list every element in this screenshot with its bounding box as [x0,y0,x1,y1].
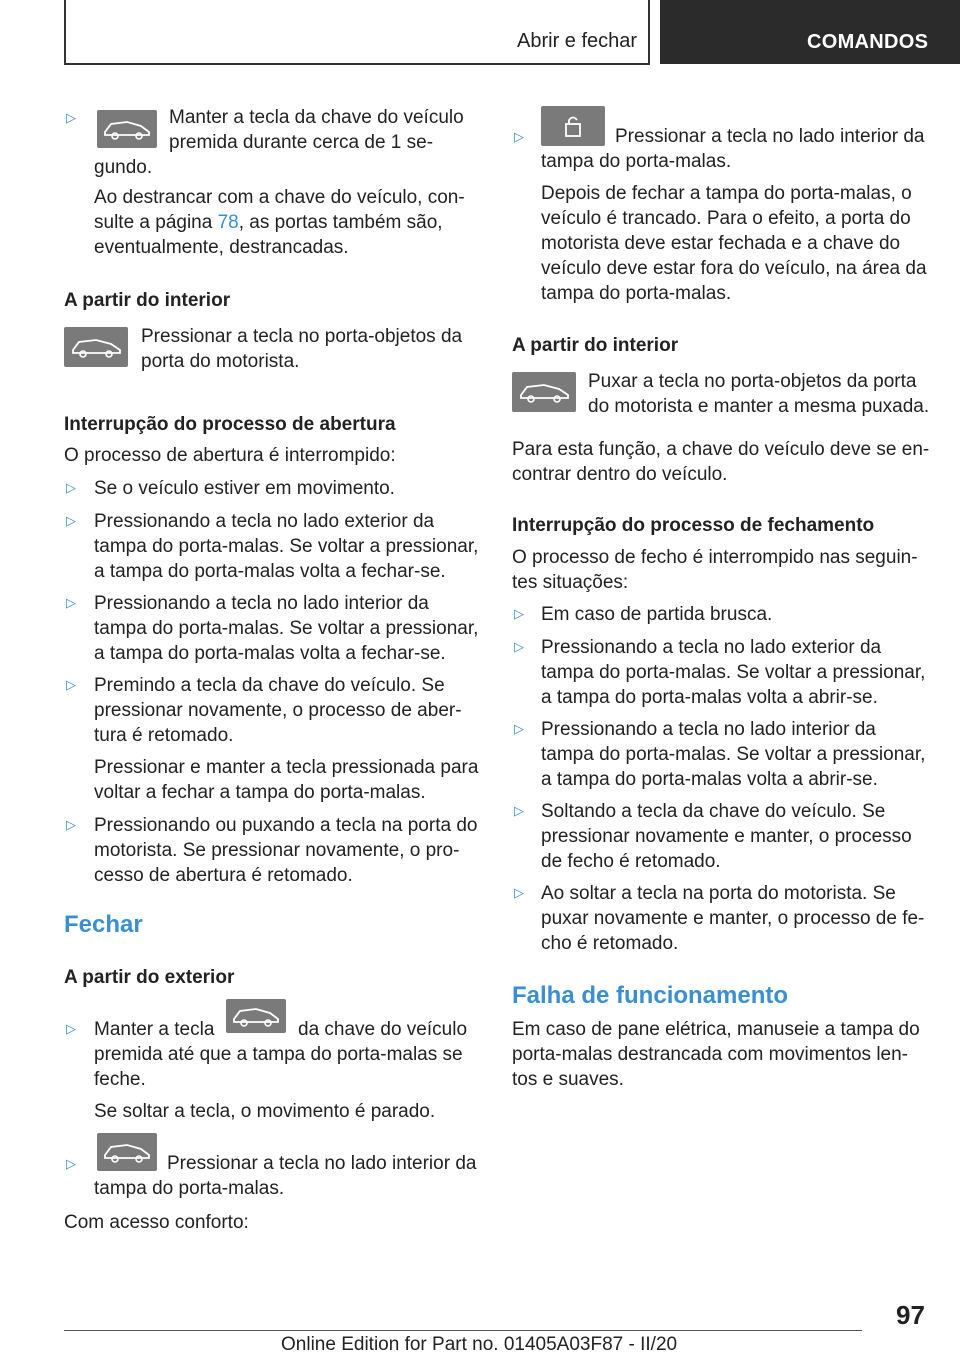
footer-rule [64,1330,862,1331]
section-heading: Falha de funcionamento [512,982,789,1009]
list-item: Pressionando a tecla no lado exterior da [94,511,435,532]
list-item: Pressionar e manter a tecla pressionada para [94,757,479,778]
list-item: cho é retomado. [541,933,679,954]
list-item: tampa do porta-malas. [94,1178,285,1199]
footer-edition: Online Edition for Part no. 01405A03F87 - II/20 [281,1334,678,1355]
text-line: porta do motorista. [141,351,300,372]
text-line: tos e suaves. [512,1069,624,1090]
header-divider [648,0,650,64]
text-line: Manter a tecla da chave do veículo [169,107,464,128]
list-item: feche. [94,1069,146,1090]
triangle-bullet-icon: ▷ [514,885,524,900]
list-item: Premindo a tecla da chave do veículo. Se [94,675,445,696]
list-item: Soltando a tecla da chave do veículo. Se [541,801,886,822]
list-item: a tampa do porta-malas volta a fechar-se. [94,643,446,664]
triangle-bullet-icon: ▷ [514,129,524,144]
triangle-bullet-icon: ▷ [66,1156,76,1171]
subheading: A partir do exterior [64,967,235,988]
list-item: pressionar novamente, o processo de aber‐ [94,700,462,721]
list-item: Ao soltar a tecla na porta do motorista. Se [541,883,896,904]
list-item: tampa do porta-malas. Se voltar a pressionar, [541,744,926,765]
text-line: Com acesso conforto: [64,1212,249,1233]
text-line: eventualmente, destrancadas. [94,237,349,258]
subheading: Interrupção do processo de abertura [64,414,396,435]
list-item: Em caso de partida brusca. [541,604,773,625]
text-line: tes situações: [512,572,629,593]
list-item: a tampa do porta-malas volta a abrir-se. [541,769,878,790]
list-item: Pressionar a tecla no lado interior da [167,1153,477,1174]
triangle-bullet-icon: ▷ [66,513,76,528]
list-item: pressionar novamente e manter, o processo [541,826,912,847]
text-line: tampa do porta-malas. [541,283,732,304]
text-line: veículo é trancado. Para o efeito, a porta do [541,208,911,229]
list-item: motorista. Se pressionar novamente, o pro‐ [94,840,460,861]
page-link[interactable]: 78 [217,212,239,233]
header-bottom-rule [64,63,650,65]
lock-icon [541,106,605,146]
text-line: Para esta função, a chave do veículo deve se en‐ [512,439,930,460]
subheading: Interrupção do processo de fechamento [512,515,875,536]
list-item: Pressionando a tecla no lado interior da [94,593,429,614]
text-fragment: , as portas também são, [238,212,443,233]
car-tailgate-icon [64,327,128,367]
list-item: a tampa do porta-malas volta a abrir-se. [541,687,878,708]
list-item: tampa do porta-malas. Se voltar a pressionar, [94,536,479,557]
car-tailgate-icon [226,999,286,1033]
triangle-bullet-icon: ▷ [66,110,76,125]
list-item: Pressionando ou puxando a tecla na porta do [94,815,478,836]
car-tailgate-icon [512,372,576,412]
list-item: puxar novamente e manter, o processo de fe‐ [541,908,925,929]
car-tailgate-icon [97,110,157,148]
list-item: Pressionando a tecla no lado exterior da [541,637,882,658]
triangle-bullet-icon: ▷ [66,595,76,610]
list-item: tampa do porta-malas. Se voltar a pressionar, [94,618,479,639]
list-item: Manter a tecla [94,1019,215,1040]
triangle-bullet-icon: ▷ [514,721,524,736]
page-number: 97 [896,1300,925,1330]
list-item: a tampa do porta-malas volta a fechar-se. [94,561,446,582]
triangle-bullet-icon: ▷ [66,677,76,692]
text-line: premida durante cerca de 1 se‐ [169,132,434,153]
list-item: voltar a fechar a tampa do porta-malas. [94,782,426,803]
triangle-bullet-icon: ▷ [66,817,76,832]
triangle-bullet-icon: ▷ [514,606,524,621]
text-line: veículo deve estar fora do veículo, na área da [541,258,927,279]
text-fragment: sulte a página [94,212,218,233]
text-line: O processo de abertura é interrompido: [64,445,396,466]
list-item: tampa do porta-malas. [541,151,732,172]
text-line: Puxar a tecla no porta-objetos da porta [588,371,917,392]
list-item: Pressionar a tecla no lado interior da [615,126,925,147]
text-line: motorista deve estar fechada e a chave do [541,233,901,254]
subheading: A partir do interior [512,335,679,356]
list-item: premida até que a tampa do porta-malas se [94,1044,463,1065]
triangle-bullet-icon: ▷ [514,639,524,654]
text-line: O processo de fecho é interrompido nas seguin‐ [512,547,918,568]
list-item: de fecho é retomado. [541,851,721,872]
triangle-bullet-icon: ▷ [66,1021,76,1036]
list-item: cesso de abertura é retomado. [94,865,353,886]
section-title: Abrir e fechar [517,30,638,52]
chapter-title: COMANDOS [807,31,929,53]
header-left-rule [64,0,66,64]
list-item: Pressionando a tecla no lado interior da [541,719,876,740]
list-item: tampa do porta-malas. Se voltar a pressionar, [541,662,926,683]
triangle-bullet-icon: ▷ [66,480,76,495]
text-line: Ao destrancar com a chave do veículo, con‐ [94,187,465,208]
list-item: Se soltar a tecla, o movimento é parado. [94,1101,436,1122]
section-heading: Fechar [64,911,143,938]
text-line: gundo. [94,157,153,178]
triangle-bullet-icon: ▷ [514,803,524,818]
subheading: A partir do interior [64,290,231,311]
list-item: da chave do veículo [298,1019,468,1040]
text-line: porta-malas destrancada com movimentos len‐ [512,1044,909,1065]
car-tailgate-icon [97,1133,157,1171]
text-line: Em caso de pane elétrica, manuseie a tampa do [512,1019,920,1040]
text-line: Depois de fechar a tampa do porta-malas, o [541,183,912,204]
text-line: contrar dentro do veículo. [512,464,728,485]
chapter-tab [660,0,960,64]
text-line [94,210,443,235]
list-item: Se o veículo estiver em movimento. [94,478,395,499]
text-line: do motorista e manter a mesma puxada. [588,396,930,417]
text-line: Pressionar a tecla no porta-objetos da [141,326,463,347]
list-item: tura é retomado. [94,725,234,746]
